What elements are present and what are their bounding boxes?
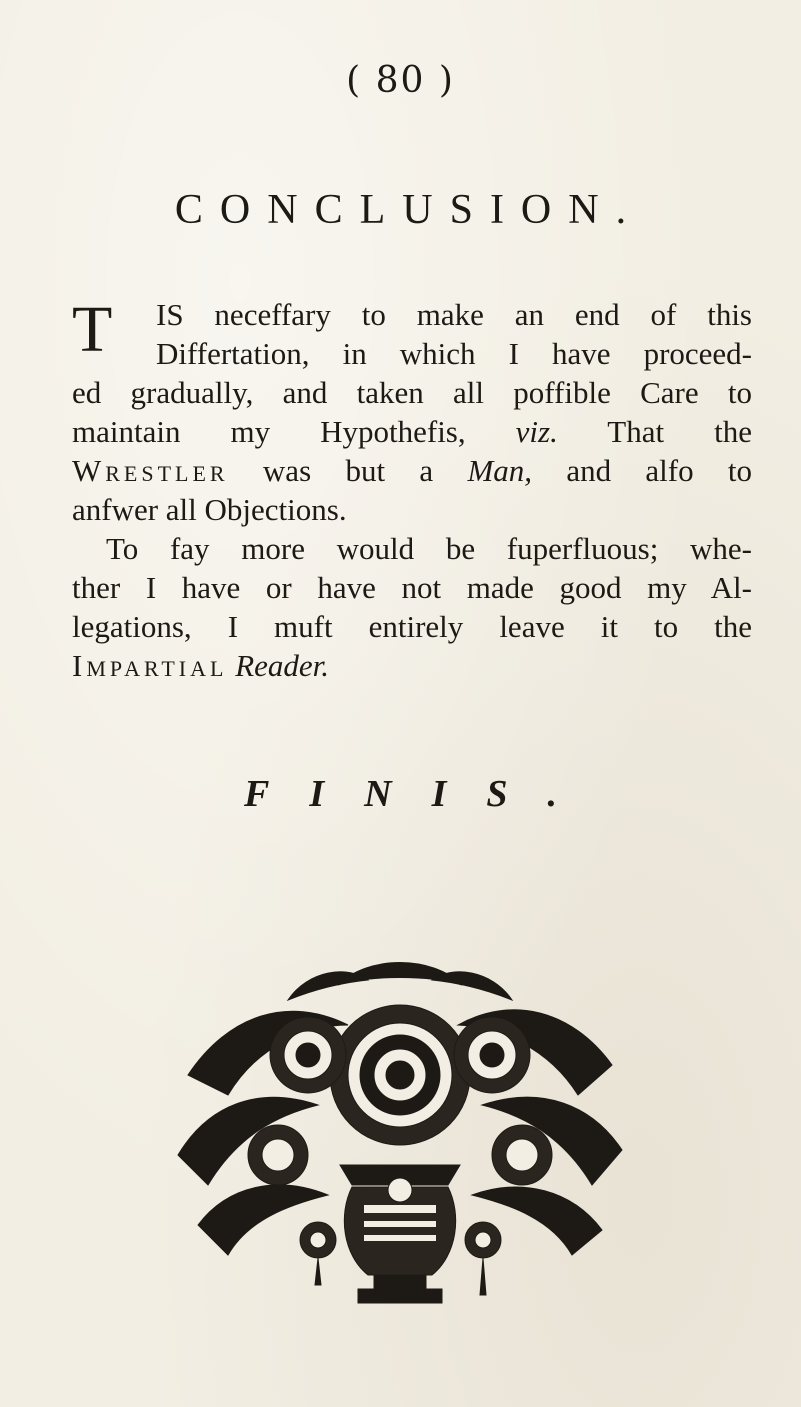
text-line: ther I have or have not made good my Al-	[72, 570, 752, 605]
text-line: ed gradually, and taken all poffible Care to	[72, 375, 752, 410]
text-line: anfwer all Objections.	[72, 492, 347, 527]
body-text	[72, 295, 752, 685]
text-line: legations, I muft entirely leave it to the	[72, 609, 752, 644]
text-line: Wrestler was but a Man, and alfo to	[72, 453, 753, 488]
wrestler-smallcaps: Wrestler	[72, 453, 229, 488]
page-number: ( 80 )	[346, 60, 455, 101]
floral-vase-tailpiece-icon	[168, 955, 632, 1315]
text-line	[72, 646, 752, 685]
chapter-heading: CONCLUSION.	[174, 187, 644, 233]
impartial-smallcaps: Impartial	[72, 648, 228, 683]
text-line: Differtation, in which I have proceed-	[156, 336, 752, 371]
text-line: maintain my Hypothefis, viz. That the	[72, 414, 752, 449]
drop-cap: T	[72, 293, 113, 366]
text-line: To fay more would be fuperfluous; whe-	[106, 531, 752, 566]
text-line: IS neceffary to make an end of this	[156, 297, 752, 332]
man-italic: Man,	[467, 453, 533, 488]
finis-text: FINIS.	[244, 773, 597, 815]
reader-italic: Reader.	[235, 648, 330, 683]
viz-italic: viz.	[515, 414, 558, 449]
